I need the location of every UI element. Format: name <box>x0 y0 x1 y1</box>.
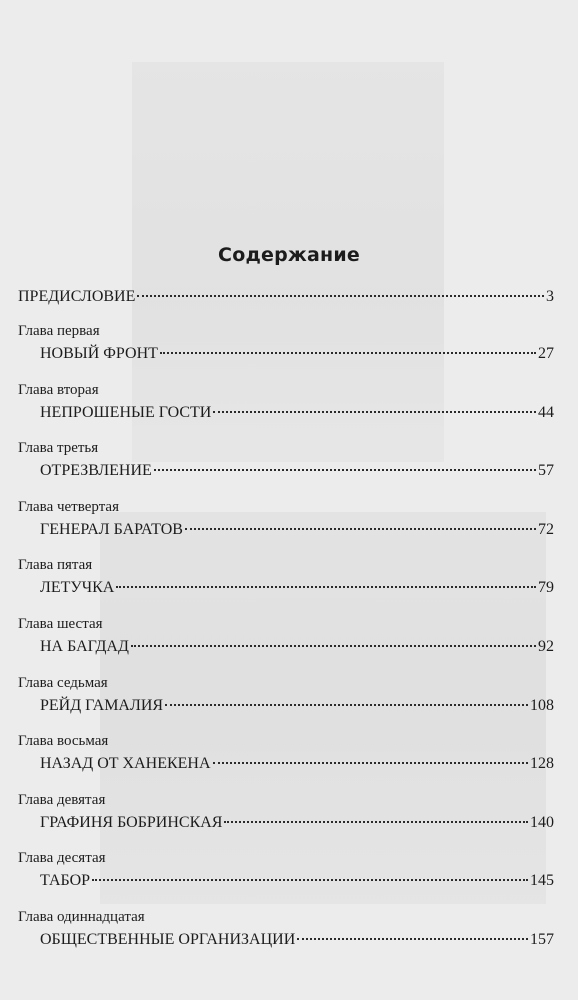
dot-leader <box>224 821 528 823</box>
dot-leader <box>137 295 544 297</box>
chapter-label: Глава четвертая <box>18 498 119 515</box>
toc-entry-title: НЕПРОШЕНЫЕ ГОСТИ <box>40 403 212 421</box>
dot-leader <box>160 352 536 354</box>
toc-entry-title: ЛЕТУЧКА <box>40 579 115 597</box>
toc-entry-title: НАЗАД ОТ ХАНЕКЕНА <box>40 755 211 773</box>
toc-entry-page: 79 <box>538 579 554 597</box>
toc-heading: Содержание <box>218 244 360 266</box>
toc-entry-chapter <box>40 930 554 950</box>
toc-entry-title: РЕЙД ГАМАЛИЯ <box>40 696 164 714</box>
toc-entry-preface <box>18 287 554 307</box>
dot-leader <box>92 879 528 881</box>
toc-entry-page: 140 <box>530 813 554 831</box>
dot-leader <box>165 704 528 706</box>
toc-entry-title: НА БАГДАД <box>40 638 129 655</box>
chapter-label: Глава пятая <box>18 557 93 574</box>
toc-entry-chapter <box>40 754 554 774</box>
chapter-label: Глава десятая <box>18 850 106 867</box>
toc-entry-title: ПРЕДИСЛОВИЕ <box>18 288 136 305</box>
dot-leader <box>154 469 536 471</box>
chapter-label: Глава седьмая <box>18 674 108 691</box>
toc-entry-chapter <box>40 637 554 657</box>
chapter-label: Глава шестая <box>18 616 103 632</box>
toc-entry-title: ОТРЕЗВЛЕНИЕ <box>40 462 152 480</box>
chapter-label: Глава девятая <box>18 791 106 808</box>
toc-entry-page: 72 <box>538 520 554 538</box>
toc-entry-chapter <box>40 461 554 481</box>
toc-entry-page: 57 <box>538 462 554 480</box>
toc-entry-title: ОБЩЕСТВЕННЫЕ ОРГАНИЗАЦИИ <box>40 931 296 948</box>
toc-entry-page: 92 <box>538 638 554 655</box>
toc-entry-title: НОВЫЙ ФРОНТ <box>40 345 158 362</box>
toc-entry-title: ГРАФИНЯ БОБРИНСКАЯ <box>40 813 223 831</box>
toc-entry-title: ТАБОР <box>40 872 91 890</box>
dot-leader <box>131 645 536 647</box>
dot-leader <box>116 586 536 588</box>
dot-leader <box>213 762 528 764</box>
toc-entry-page: 128 <box>530 755 554 773</box>
toc-entry-page: 157 <box>530 931 554 948</box>
toc-entry-chapter <box>40 403 554 423</box>
chapter-label: Глава вторая <box>18 381 99 398</box>
chapter-label: Глава одиннадцатая <box>18 909 145 925</box>
toc-entry-page: 27 <box>538 345 554 362</box>
toc-entry-chapter <box>40 813 554 833</box>
dot-leader <box>297 938 528 940</box>
chapter-label: Глава третья <box>18 440 99 457</box>
toc-entry-chapter <box>40 344 554 364</box>
toc-entry-chapter <box>40 871 554 891</box>
toc-entry-chapter <box>40 696 554 716</box>
toc-entry-chapter <box>40 578 554 598</box>
toc-entry-chapter <box>40 520 554 540</box>
toc-entry-page: 108 <box>530 696 554 714</box>
chapter-label: Глава первая <box>18 323 100 339</box>
toc-entry-page: 44 <box>538 403 554 421</box>
chapter-label: Глава восьмая <box>18 733 109 750</box>
toc-entry-page: 3 <box>546 288 554 305</box>
dot-leader <box>213 411 536 413</box>
dot-leader <box>185 528 536 530</box>
toc-entry-page: 145 <box>530 872 554 890</box>
toc-entry-title: ГЕНЕРАЛ БАРАТОВ <box>40 520 183 538</box>
